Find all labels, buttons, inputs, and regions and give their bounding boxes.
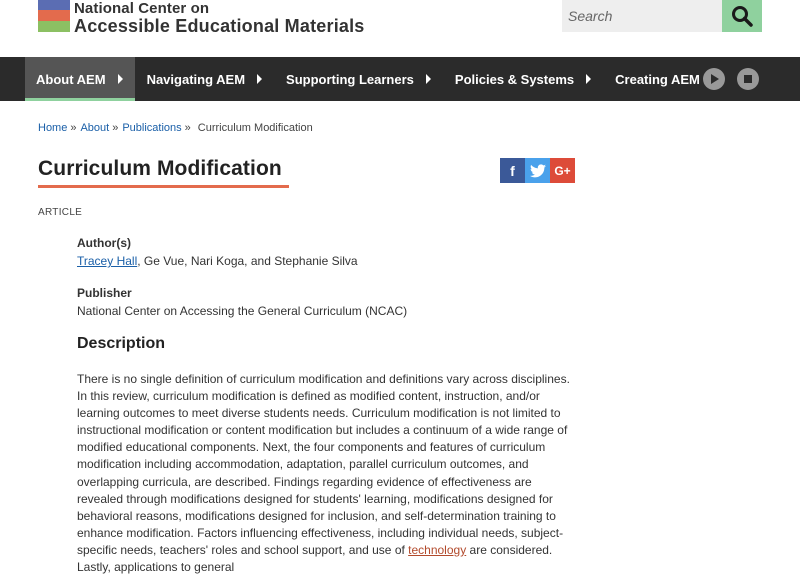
nav-item-label: About AEM [36, 71, 106, 87]
social-share [500, 158, 575, 183]
site-logo[interactable] [38, 0, 365, 34]
publisher-label: Publisher [77, 286, 132, 300]
search-button[interactable] [722, 0, 762, 32]
breadcrumb [38, 122, 313, 134]
breadcrumb-about[interactable]: About [80, 122, 110, 134]
nav-item-label: Navigating AEM [146, 71, 246, 87]
article-type-label: ARTICLE [38, 207, 83, 218]
authors-block [77, 236, 358, 268]
caret-right-icon [426, 74, 431, 84]
facebook-icon: f [510, 162, 515, 179]
breadcrumb-separator: » [184, 122, 191, 134]
logo-line2: Accessible Educational Materials [74, 16, 365, 36]
logo-mark-icon [38, 0, 70, 32]
publisher-value: National Center on Accessing the General Curriculum (NCAC) [77, 304, 408, 318]
description-text [77, 371, 577, 576]
twitter-bird-icon [530, 164, 546, 178]
search-bar [562, 0, 762, 32]
author-link[interactable]: Tracey Hall [77, 254, 138, 268]
authors-value [77, 254, 358, 268]
technology-link[interactable]: technology [408, 542, 467, 557]
stop-icon [744, 75, 752, 83]
facebook-share-button[interactable] [500, 158, 525, 183]
caret-right-icon [118, 74, 123, 84]
breadcrumb-separator: » [70, 122, 77, 134]
caret-right-icon [586, 74, 591, 84]
magnifier-icon [731, 5, 753, 27]
breadcrumb-publications[interactable]: Publications [122, 122, 182, 134]
main-nav [0, 57, 800, 101]
authors-rest: , Ge Vue, Nari Koga, and Stephanie Silva [137, 254, 358, 268]
play-button[interactable] [703, 68, 725, 90]
nav-item-policies-systems[interactable] [443, 57, 603, 101]
authors-label: Author(s) [77, 236, 131, 250]
publisher-block [77, 286, 407, 318]
description-part: are considered. Lastly, applications to general [77, 542, 553, 575]
breadcrumb-separator: » [112, 122, 119, 134]
breadcrumb-home[interactable]: Home [38, 122, 68, 134]
search-input[interactable] [562, 0, 722, 32]
google-plus-icon: G+ [554, 163, 571, 178]
google-plus-share-button[interactable] [550, 158, 575, 183]
play-icon [711, 74, 719, 84]
nav-item-label: Creating AEM [615, 71, 700, 87]
logo-line1: National Center on [74, 0, 210, 17]
site-header [0, 0, 800, 57]
nav-item-about-aem[interactable] [25, 57, 135, 101]
nav-item-supporting-learners[interactable] [274, 57, 443, 101]
page-title: Curriculum Modification [38, 157, 282, 180]
description-part: There is no single definition of curriculum modification and definitions vary across disciplines. In this review, curriculum modification is defined as modified content, instruction, and/or learning outcomes to meet diverse students needs. Curriculum modification is not limited to instructional modification or content modification but includes a continuum of a wide range of modified educational components. Next, the four components and features of curriculum modification including accommodation, adaptation, parallel curriculum outcomes, and overlapping curricula, are described. Findings regarding evidence of effectiveness are revealed through modifications designed for students' learning, modifications designed for behavioral reasons, modifications designed for inclusion, and self-determination training to enhance modification. Factors influencing effectiveness, including individual needs, subject-specific needs, teachers' roles and school support, and use of [77, 372, 570, 557]
description-heading: Description [77, 335, 166, 352]
title-underline [38, 185, 289, 188]
breadcrumb-current: Curriculum Modification [197, 122, 313, 134]
caret-right-icon [257, 74, 262, 84]
nav-item-navigating-aem[interactable] [135, 57, 274, 101]
twitter-share-button[interactable] [525, 158, 550, 183]
nav-item-label: Supporting Learners [286, 71, 414, 87]
nav-item-label: Policies & Systems [454, 71, 575, 87]
stop-button[interactable] [737, 68, 759, 90]
